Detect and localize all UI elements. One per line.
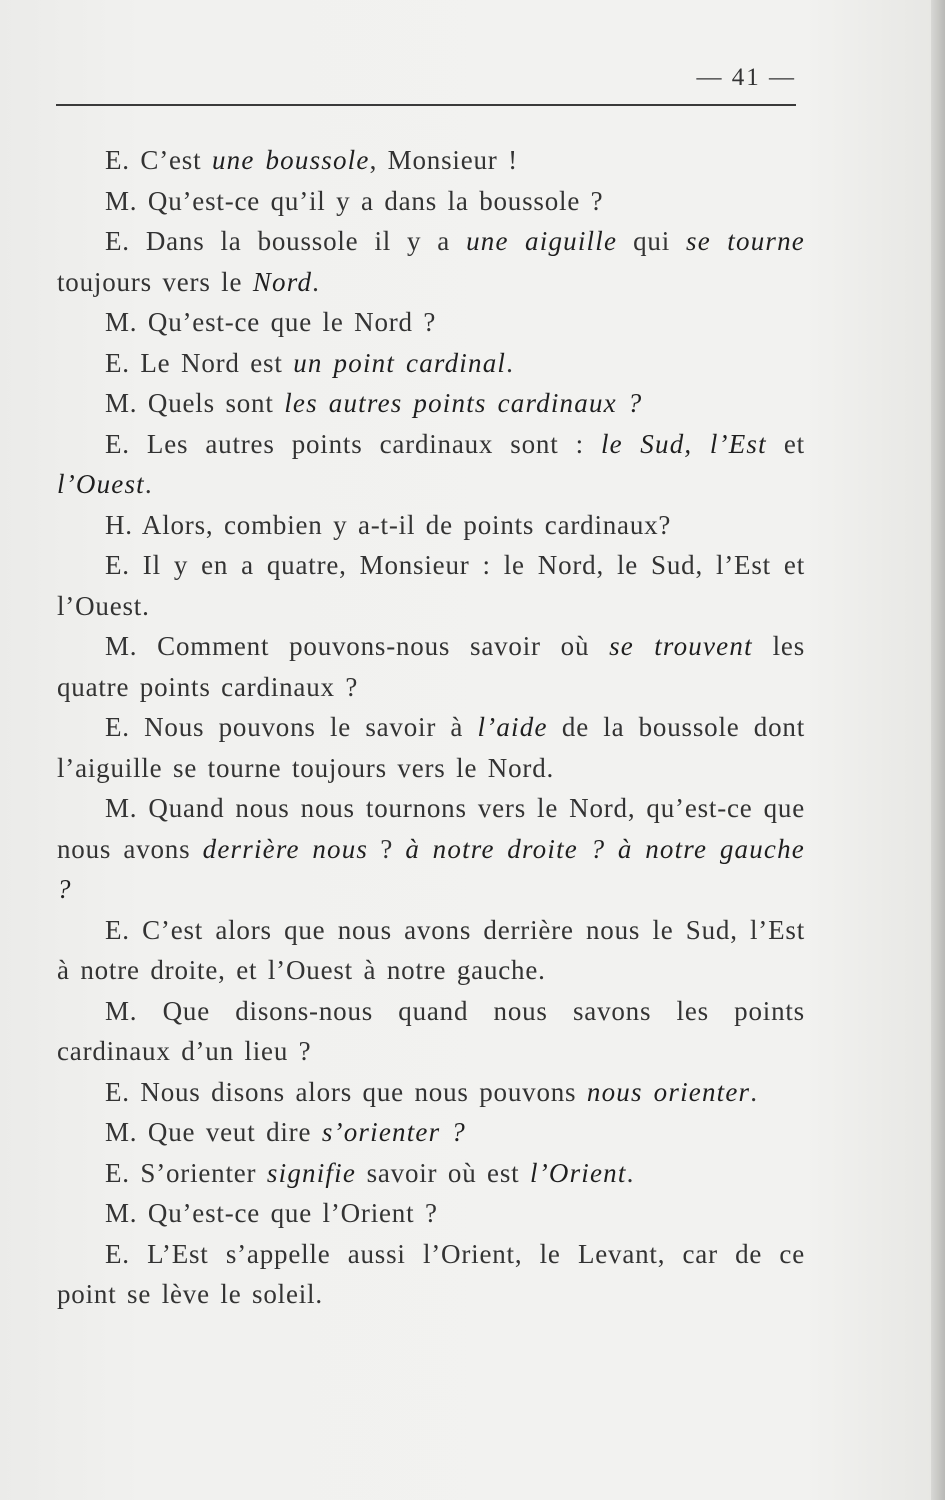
dialogue-text <box>57 140 805 1315</box>
text-run: M. Quels sont <box>105 388 285 418</box>
text-run: E. Nous disons alors que nous pouvons <box>105 1076 587 1107</box>
dialogue-paragraph <box>57 545 805 626</box>
text-run: E. Le Nord est <box>105 347 294 378</box>
italic-term: s’orienter ? <box>321 1117 466 1147</box>
dialogue-paragraph <box>57 424 805 505</box>
italic-term: une aiguille <box>466 226 618 256</box>
text-run: E. Les autres points cardinaux sont : <box>105 428 601 459</box>
text-run: . <box>144 469 153 499</box>
dialogue-paragraph <box>57 788 805 910</box>
dialogue-paragraph <box>57 140 805 181</box>
italic-term: l’Ouest <box>57 469 145 499</box>
page-edge-shadow <box>931 0 945 1500</box>
italic-term: un point cardinal <box>293 347 507 378</box>
italic-term: Nord <box>252 266 313 297</box>
italic-term: à notre droite ? à notre gauche ? <box>57 833 805 904</box>
text-run: E. Dans la boussole il y a <box>105 226 467 256</box>
italic-term: le Sud, l’Est <box>600 428 767 459</box>
text-run: E. S’orienter <box>105 1157 267 1188</box>
header-rule <box>56 104 796 106</box>
text-run: et <box>766 428 805 459</box>
dialogue-paragraph <box>57 1112 805 1153</box>
text-run: M. Comment pouvons-nous savoir où <box>105 631 610 661</box>
italic-term: l’aide <box>477 712 548 742</box>
text-run: M. Quand nous nous tournons vers le Nord, qu’est-ce que nous avons <box>57 793 805 864</box>
dialogue-paragraph <box>57 1153 805 1194</box>
text-run: . <box>626 1157 635 1188</box>
dialogue-paragraph <box>57 1193 805 1234</box>
text-run: . <box>750 1076 758 1107</box>
italic-term: l’Orient <box>530 1157 627 1188</box>
dialogue-paragraph <box>57 181 805 222</box>
text-run: de la boussole dont l’aiguille se tourne toujours vers le Nord. <box>57 712 805 783</box>
italic-term: les autres points cardinaux ? <box>284 388 643 418</box>
italic-term: se tourne <box>686 226 805 256</box>
text-run: ? <box>368 833 406 864</box>
text-run: H. Alors, combien y a-t-il de points cardinaux? <box>105 509 672 540</box>
text-run: . <box>312 266 320 297</box>
text-run: M. Que veut dire <box>105 1117 322 1147</box>
text-run: E. L’Est s’appelle aussi l’Orient, le Levant, car de ce point se lève le soleil. <box>57 1238 805 1309</box>
dialogue-paragraph <box>57 1072 805 1113</box>
text-run: E. Il y en a quatre, Monsieur : le Nord, le Sud, l’Est et l’Ouest. <box>57 550 805 621</box>
dialogue-paragraph <box>57 707 805 788</box>
page-header <box>56 64 796 114</box>
dialogue-paragraph <box>57 383 805 424</box>
text-run: E. Nous pouvons le savoir à <box>105 712 478 742</box>
italic-term: signifie <box>266 1157 357 1188</box>
italic-term: une boussole <box>211 145 370 175</box>
italic-term: nous orienter <box>586 1076 751 1107</box>
text-run: M. Qu’est-ce que l’Orient ? <box>105 1198 438 1228</box>
text-run: toujours vers le <box>57 266 253 297</box>
dialogue-paragraph <box>57 1234 805 1315</box>
dialogue-paragraph <box>57 343 805 384</box>
text-run: E. C’est <box>105 145 212 175</box>
text-run: . <box>506 347 514 378</box>
text-run: M. Qu’est-ce que le Nord ? <box>105 307 437 337</box>
text-run: M. Que disons-nous quand nous savons les points cardinaux d’un lieu ? <box>57 995 805 1066</box>
dialogue-paragraph <box>57 626 805 707</box>
text-run: M. Qu’est-ce qu’il y a dans la boussole ? <box>105 185 604 216</box>
text-run: les quatre points cardinaux ? <box>57 631 805 702</box>
text-run: , Monsieur ! <box>369 145 518 175</box>
italic-term: derrière nous <box>202 833 369 864</box>
italic-term: se trouvent <box>609 631 753 661</box>
text-run: savoir où est <box>356 1157 530 1188</box>
dialogue-paragraph <box>57 505 805 546</box>
dialogue-paragraph <box>57 221 805 302</box>
text-run: qui <box>617 226 687 256</box>
text-run: E. C’est alors que nous avons derrière nous le Sud, l’Est à notre droite, et l’Ouest à notre gauche. <box>57 914 805 985</box>
page-number: — 41 — <box>696 64 796 91</box>
dialogue-paragraph <box>57 302 805 343</box>
dialogue-paragraph <box>57 991 805 1072</box>
dialogue-paragraph <box>57 910 805 991</box>
